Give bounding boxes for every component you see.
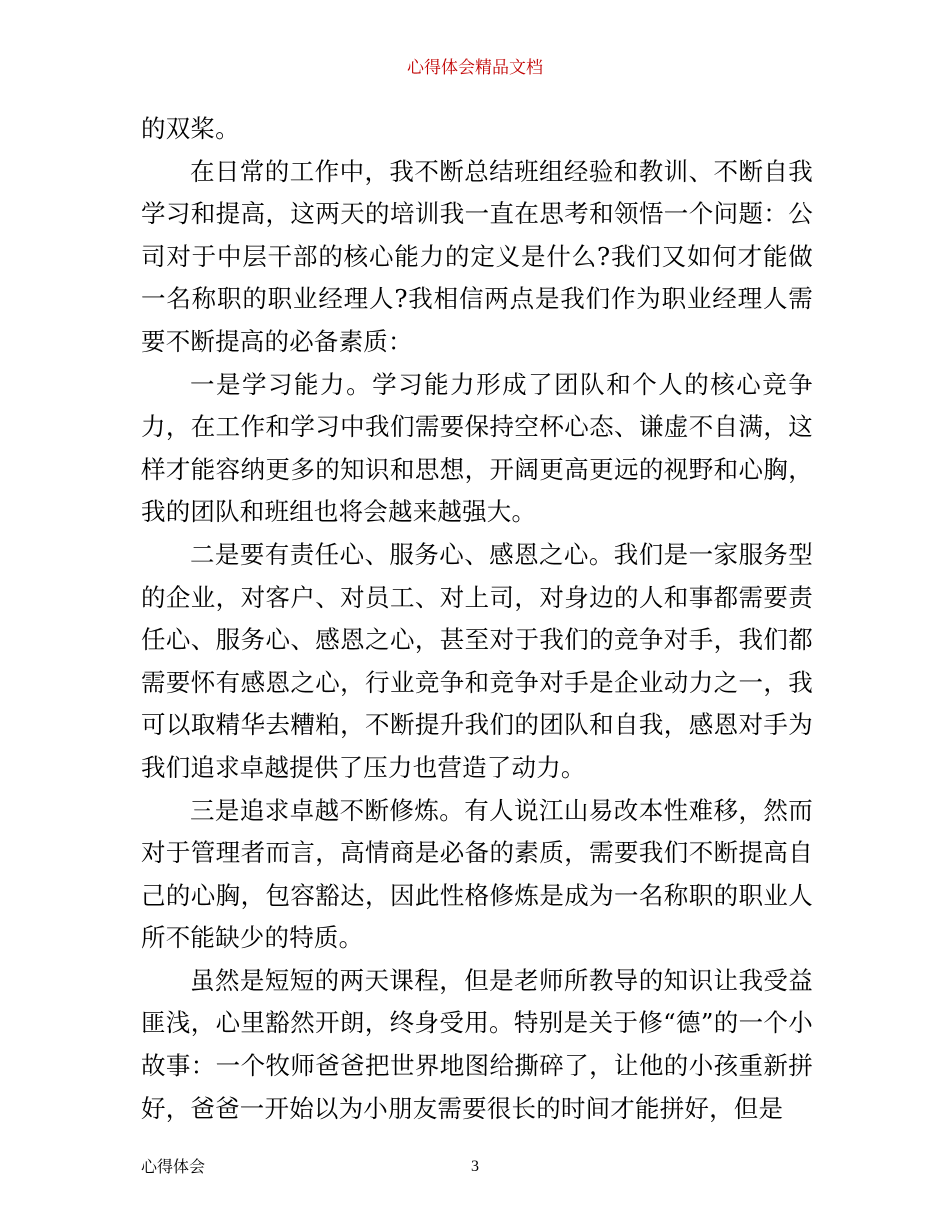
paragraph-point-two: 二是要有责任心、服务心、感恩之心。我们是一家服务型的企业，对客户、对员工、对上司，对身边的人和事都需要责任心、服务心、感恩之心，甚至对于我们的竞争对手，我们都需要怀有感恩之心，行业竞争和竞争对手是企业动力之一，我可以取精华去糟粕，不断提升我们的团队和自我，感恩对手为我们追求卓越提供了压力也营造了动力。 <box>141 539 813 782</box>
paragraph-continuation: 的双桨。 <box>141 114 240 143</box>
footer-label: 心得体会 <box>141 1157 206 1176</box>
paragraph-point-three: 三是追求卓越不断修炼。有人说江山易改本性难移，然而对于管理者而言，高情商是必备的素质，需要我们不断提高自己的心胸，包容豁达，因此性格修炼是成为一名称职的职业人所不能缺少的特质。 <box>141 795 813 953</box>
header-title: 心得体会精品文档 <box>407 58 543 78</box>
paragraph-intro: 在日常的工作中，我不断总结班组经验和教训、不断自我学习和提高，这两天的培训我一直在思考和领悟一个问题：公司对于中层干部的核心能力的定义是什么?我们又如何才能做一名称职的职业经理人?我相信两点是我们作为职业经理人需要不断提高的必备素质： <box>141 156 813 356</box>
page-number: 3 <box>471 1158 479 1175</box>
paragraph-point-one: 一是学习能力。学习能力形成了团队和个人的核心竞争力，在工作和学习中我们需要保持空杯心态、谦虚不自满，这样才能容纳更多的知识和思想，开阔更高更远的视野和心胸，我的团队和班组也将会越来越强大。 <box>141 369 813 527</box>
paragraph-closing: 虽然是短短的两天课程，但是老师所教导的知识让我受益匪浅，心里豁然开朗，终身受用。特别是关于修“德”的一个小故事：一个牧师爸爸把世界地图给撕碎了，让他的小孩重新拼好，爸爸一开始以为小朋友需要很长的时间才能拼好，但是 <box>141 965 813 1123</box>
document-body <box>141 108 813 1130</box>
